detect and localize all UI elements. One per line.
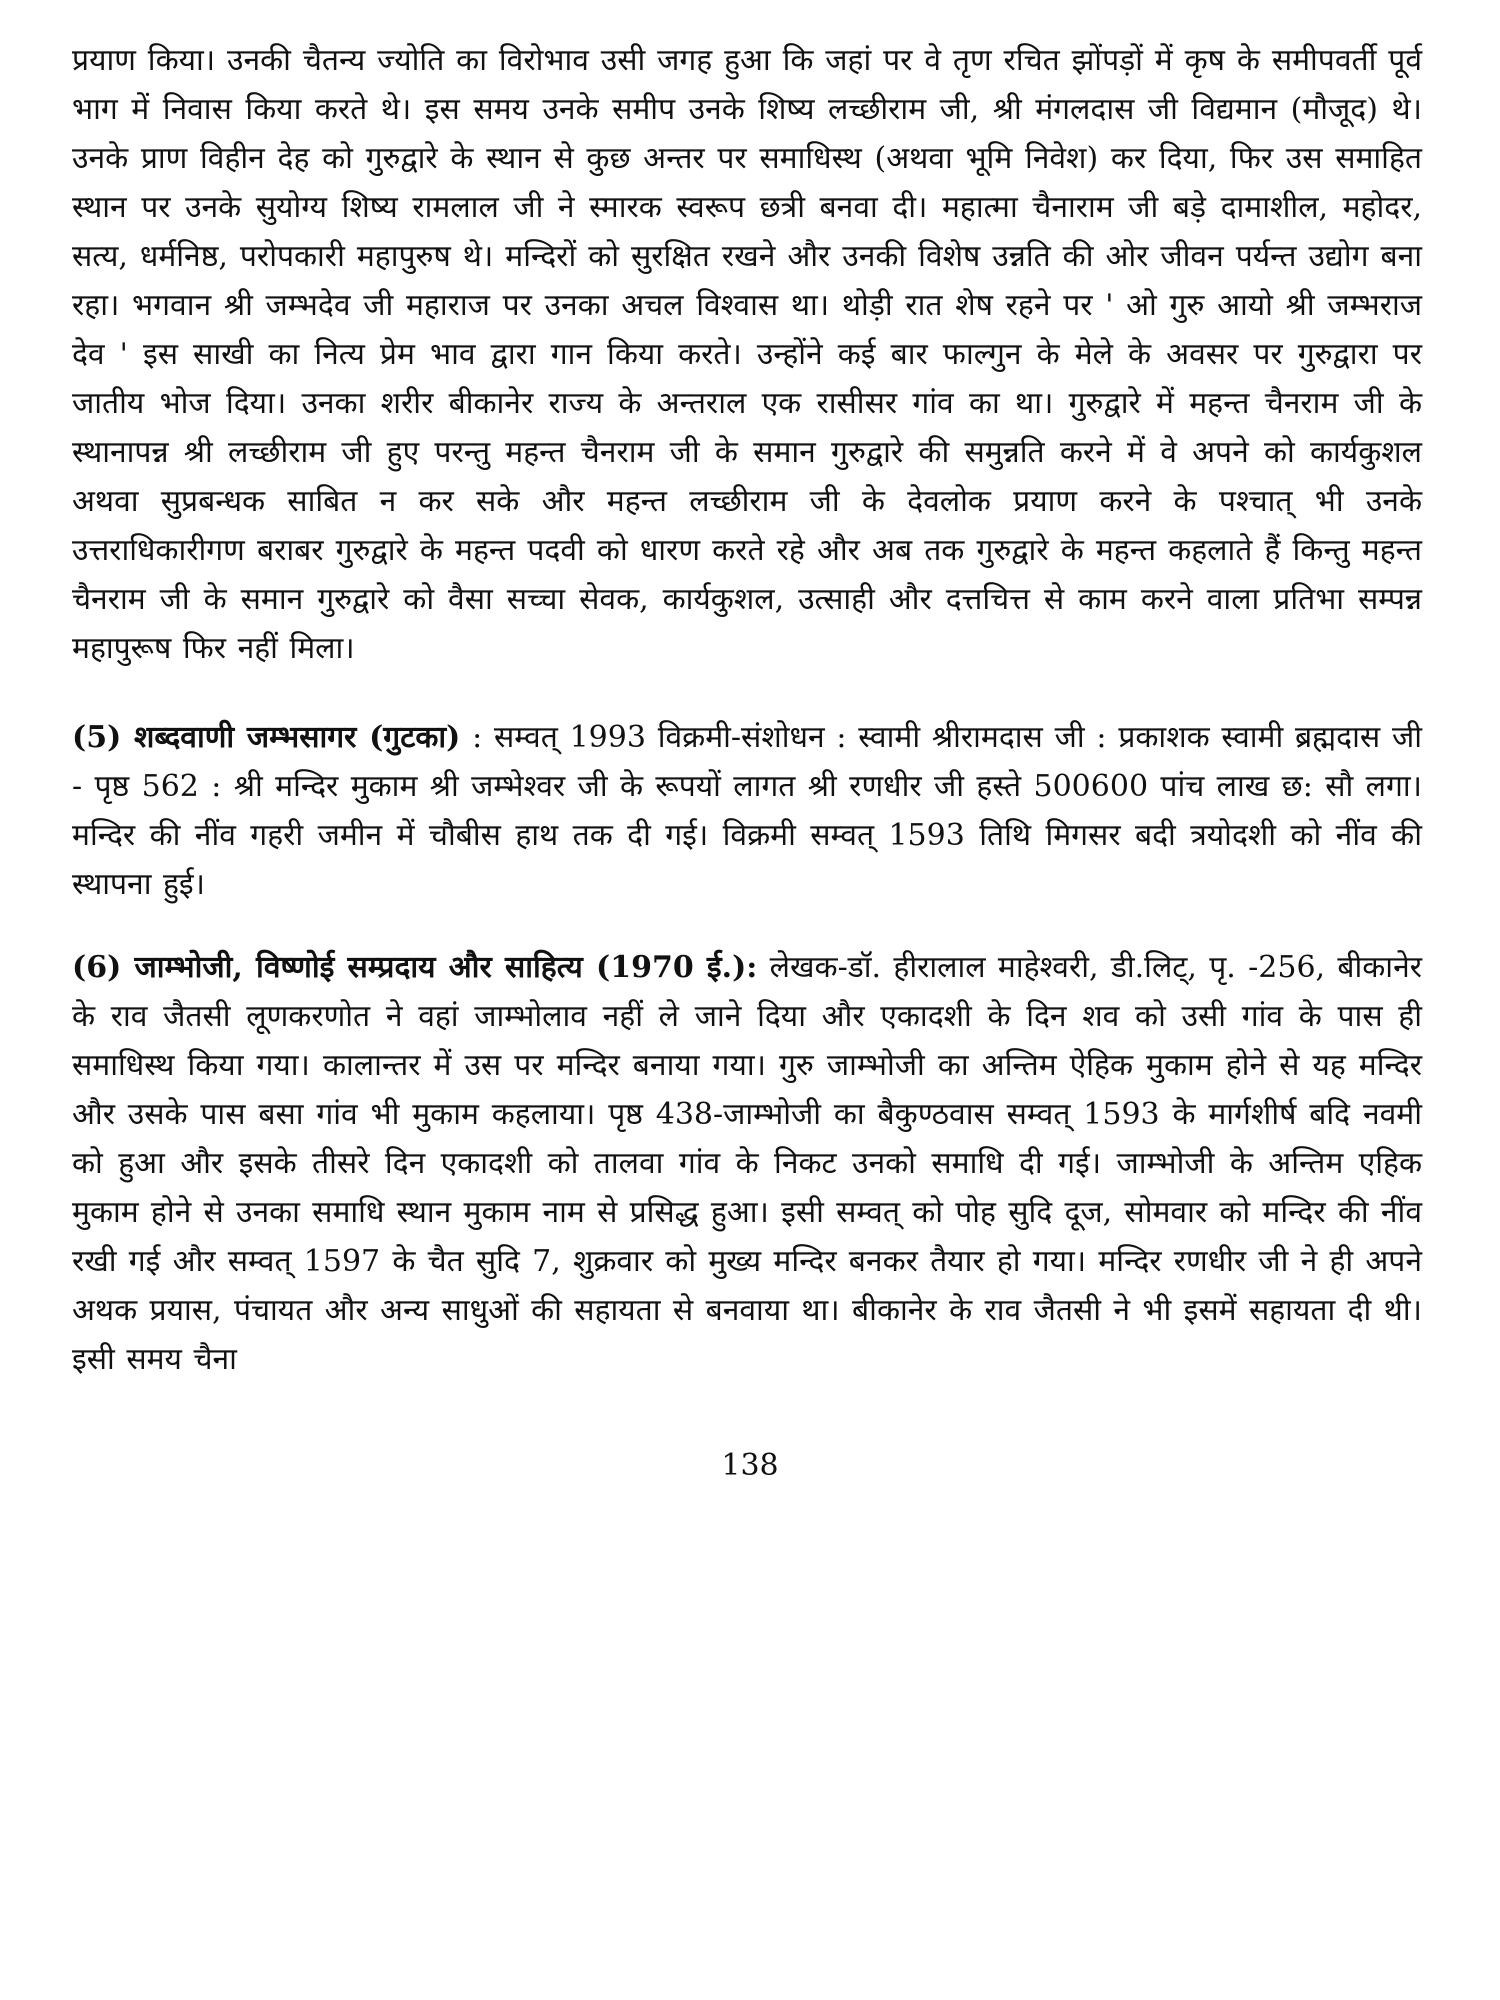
paragraph-continuation [72, 36, 1422, 673]
text-block [72, 36, 1422, 1384]
paragraph-text: प्रयाण किया। उनकी चैतन्य ज्योति का विरोभाव उसी जगह हुआ कि जहां पर वे तृण रचित झोंपड़ों में कृष के समीपवर्ती पूर्व भाग में निवास किया करते थे। इस समय उनके समीप उनके शिष्य लच्छीराम जी, श्री मंगलदास जी विद्यमान (मौजूद) थे। उनके प्राण विहीन देह को गुरुद्वारे के स्थान से कुछ अन्तर पर समाधिस्थ (अथवा भूमि निवेश) कर दिया, फिर उस समाहित स्थान पर उनके सुयोग्य शिष्य रामलाल जी ने स्मारक स्वरूप छत्री बनवा दी। महात्मा चैनाराम जी बड़े दामाशील, महोदर, सत्य, धर्मनिष्ठ, परोपकारी महापुरुष थे। मन्दिरों को सुरक्षित रखने और उनकी विशेष उन्नति की ओर जीवन पर्यन्त उद्योग बना रहा। भगवान श्री जम्भदेव जी महाराज पर उनका अचल विश्वास था। थोड़ी रात शेष रहने पर ' ओ गुरु आयो श्री जम्भराज देव ' इस साखी का नित्य प्रेम भाव द्वारा गान किया करते। उन्होंने कई बार फाल्गुन के मेले के अवसर पर गुरुद्वारा पर जातीय भोज दिया। उनका शरीर बीकानेर राज्य के अन्तराल एक रासीसर गांव का था। गुरुद्वारे में महन्त चैनराम जी के स्थानापन्न श्री लच्छीराम जी हुए परन्तु महन्त चैनराम जी के समान गुरुद्वारे की समुन्नति करने में वे अपने को कार्यकुशल अथवा सुप्रबन्धक साबित न कर सके और महन्त लच्छीराम जी के देवलोक प्रयाण करने के पश्चात् भी उनके उत्तराधिकारीगण बराबर गुरुद्वारे के महन्त पदवी को धारण करते रहे और अब तक गुरुद्वारे के महन्त कहलाते हैं किन्तु महन्त चैनराम जी के समान गुरुद्वारे को वैसा सच्चा सेवक, कार्यकुशल, उत्साही और दत्तचित्त से काम करने वाला प्रतिभा सम्पन्न महापुरूष फिर नहीं मिला। [72, 43, 1422, 666]
page-number: 138 [721, 1448, 779, 1483]
paragraph-text: : सम्वत् 1993 विक्रमी-संशोधन : स्वामी श्रीरामदास जी : प्रकाशक स्वामी ब्रह्मदास जी - पृष्ठ 562 : श्री मन्दिर मुकाम श्री जम्भेश्वर जी के रूपयों लागत श्री रणधीर जी हस्ते 500600 पांच लाख छ: सौ लगा। मन्दिर की नींव गहरी जमीन में चौबीस हाथ तक दी गई। विक्रमी सम्वत् 1593 तिथि मिगसर बदी त्रयोदशी को नींव की स्थापना हुई। [72, 720, 1422, 902]
paragraph-entry-5 [72, 713, 1422, 909]
paragraph-heading: (5) शब्दवाणी जम्भसागर (गुटका) [72, 720, 461, 755]
paragraph-entry-6 [72, 943, 1422, 1384]
paragraph-heading: (6) जाम्भोजी, विष्णोई सम्प्रदाय और साहित्य (1970 ई.): [72, 950, 758, 985]
paragraph-text: लेखक-डॉ. हीरालाल माहेश्वरी, डी.लिट्, पृ. -256, बीकानेर के राव जैतसी लूणकरणोत ने वहां जाम्भोलाव नहीं ले जाने दिया और एकादशी के दिन शव को उसी गांव के पास ही समाधिस्थ किया गया। कालान्तर में उस पर मन्दिर बनाया गया। गुरु जाम्भोजी का अन्तिम ऐहिक मुकाम होने से यह मन्दिर और उसके पास बसा गांव भी मुकाम कहलाया। पृष्ठ 438-जाम्भोजी का बैकुण्ठवास सम्वत् 1593 के मार्गशीर्ष बदि नवमी को हुआ और इसके तीसरे दिन एकादशी को तालवा गांव के निकट उनको समाधि दी गई। जाम्भोजी के अन्तिम एहिक मुकाम होने से उनका समाधि स्थान मुकाम नाम से प्रसिद्ध हुआ। इसी सम्वत् को पोह सुदि दूज, सोमवार को मन्दिर की नींव रखी गई और सम्वत् 1597 के चैत सुदि 7, शुक्रवार को मुख्य मन्दिर बनकर तैयार हो गया। मन्दिर रणधीर जी ने ही अपने अथक प्रयास, पंचायत और अन्य साधुओं की सहायता से बनवाया था। बीकानेर के राव जैतसी ने भी इसमें सहायता दी थी। इसी समय चैना [72, 950, 1422, 1377]
